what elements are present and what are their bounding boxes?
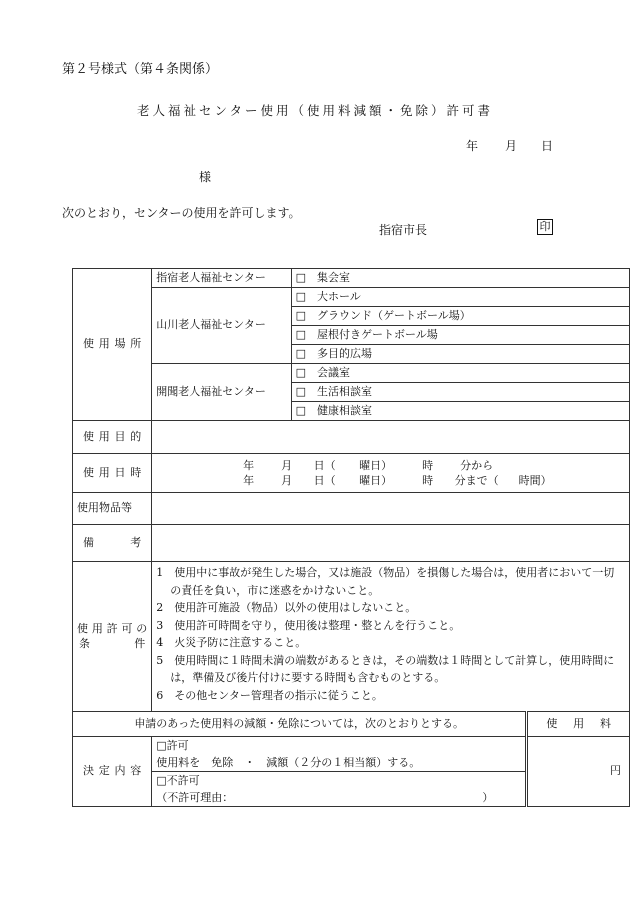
dt-year: 年 xyxy=(243,474,255,487)
room-option[interactable] xyxy=(291,383,629,402)
items-row xyxy=(73,493,630,525)
room-option[interactable] xyxy=(291,269,629,288)
issuer-name: 指宿市長 xyxy=(379,223,428,237)
facility-name: 開聞老人福祉センター xyxy=(152,364,291,421)
remarks-field[interactable] xyxy=(152,525,630,562)
conditions-list xyxy=(152,562,630,712)
room-option[interactable] xyxy=(291,326,629,345)
purpose-field[interactable] xyxy=(152,421,630,454)
room-option[interactable] xyxy=(291,364,629,383)
checkbox-icon[interactable]: □ xyxy=(295,308,307,322)
deny-reason[interactable] xyxy=(156,789,521,806)
room-label: 生活相談室 xyxy=(317,384,373,398)
deny-reason-prefix: （不許可理由： xyxy=(156,791,234,804)
room-label: 大ホール xyxy=(317,289,361,303)
dt-year: 年 xyxy=(243,459,255,472)
condition-item: 1 使用中に事故が発生した場合，又は施設（物品）を損傷した場合は，使用者において一切の責任を負い，市に迷惑をかけないこと。 xyxy=(156,566,615,597)
room-label: 集会室 xyxy=(317,270,351,284)
datetime-row xyxy=(73,454,630,493)
condition-item: 5 使用時間に１時間未満の端数があるときは，その端数は１時間として計算し，使用時間には，準備及び後片付けに要する時間も含むものとする。 xyxy=(156,653,615,684)
permit-detail: 使用料を 免除 ・ 減額（２分の１相当額）する。 xyxy=(156,756,421,769)
dt-month: 月 xyxy=(281,474,293,487)
checkbox-icon[interactable]: □ xyxy=(295,270,307,284)
room-option[interactable] xyxy=(291,402,629,421)
items-label: 使用物品等 xyxy=(73,493,152,525)
checkbox-icon[interactable]: □ xyxy=(295,365,307,379)
room-label: グラウンド（ゲートボール場） xyxy=(317,308,471,322)
datetime-end xyxy=(156,473,625,488)
remarks-label: 備考 xyxy=(73,525,152,562)
reduction-statement: 申請のあった使用料の減額・免除については，次のとおりとする。 xyxy=(73,712,527,737)
items-field[interactable] xyxy=(152,493,630,525)
place-label: 使用場所 xyxy=(73,269,152,421)
condition-item: 2 使用許可施設（物品）以外の使用はしないこと。 xyxy=(156,601,417,614)
dt-month: 月 xyxy=(281,459,293,472)
facility-name: 山川老人福祉センター xyxy=(152,288,291,364)
condition-item: 4 火災予防に注意すること。 xyxy=(156,636,307,649)
conditions-label-line1: 使用許可の xyxy=(77,621,148,635)
purpose-label: 使用目的 xyxy=(73,421,152,454)
room-option[interactable] xyxy=(291,307,629,326)
facility-name: 指宿老人福祉センター xyxy=(152,269,291,288)
permit-form-table xyxy=(72,268,630,807)
conditions-label xyxy=(73,562,152,712)
dt-day: 日（ xyxy=(313,459,336,472)
addressee-suffix: 様 xyxy=(199,170,212,184)
dt-minute: 分まで（ xyxy=(454,474,499,487)
checkbox-icon[interactable]: □ xyxy=(295,327,307,341)
dt-hours: 時間） xyxy=(518,474,552,487)
dt-weekday: 曜日） xyxy=(359,474,393,487)
intro-text: 次のとおり，センターの使用を許可します。 xyxy=(62,206,301,220)
conditions-label-line2: 条件 xyxy=(79,636,146,650)
fee-label: 使用料 xyxy=(527,712,630,737)
datetime-field[interactable] xyxy=(152,454,630,493)
room-label: 屋根付きゲートボール場 xyxy=(317,327,438,341)
dt-day: 日（ xyxy=(313,474,336,487)
purpose-row xyxy=(73,421,630,454)
checkbox-icon[interactable]: □ xyxy=(295,384,307,398)
form-number: 第２号様式（第４条関係） xyxy=(62,62,219,77)
room-label: 健康相談室 xyxy=(317,403,373,417)
checkbox-icon[interactable]: □ xyxy=(295,289,307,303)
decision-permit-row xyxy=(73,737,630,772)
dt-weekday: 曜日） xyxy=(359,459,393,472)
dt-hour: 時 xyxy=(422,474,434,487)
dt-minute: 分から xyxy=(460,459,494,472)
condition-item: 6 その他センター管理者の指示に従うこと。 xyxy=(156,688,383,702)
deny-checkbox[interactable]: □不許可 xyxy=(156,774,200,787)
facility-row xyxy=(73,288,630,307)
remarks-row xyxy=(73,525,630,562)
permit-checkbox[interactable]: □許可 xyxy=(156,739,189,752)
room-option[interactable] xyxy=(291,288,629,307)
checkbox-icon[interactable]: □ xyxy=(295,403,307,417)
fee-amount[interactable] xyxy=(527,737,630,807)
yen-label: 円 xyxy=(610,764,621,778)
room-label: 多目的広場 xyxy=(317,346,373,360)
date-month-label: 月 xyxy=(505,139,518,153)
checkbox-icon[interactable]: □ xyxy=(295,346,307,360)
decision-label: 決定内容 xyxy=(73,737,152,807)
room-label: 会議室 xyxy=(317,365,351,379)
decision-permit[interactable] xyxy=(152,737,527,772)
date-day-label: 日 xyxy=(541,139,554,153)
conditions-row xyxy=(73,562,630,712)
facility-row xyxy=(73,269,630,288)
datetime-start xyxy=(156,458,625,473)
reduction-row xyxy=(73,712,630,737)
date-year-label: 年 xyxy=(466,139,479,153)
seal-mark: 印 xyxy=(537,219,553,235)
room-option[interactable] xyxy=(291,345,629,364)
decision-deny[interactable] xyxy=(152,772,527,807)
condition-item: 3 使用許可時間を守り，使用後は整理・整とんを行うこと。 xyxy=(156,618,461,632)
dt-hour: 時 xyxy=(422,459,434,472)
document-title: 老人福祉センター使用（使用料減額・免除）許可書 xyxy=(136,103,493,118)
datetime-label: 使用日時 xyxy=(73,454,152,493)
facility-row xyxy=(73,364,630,383)
deny-reason-suffix: ） xyxy=(482,791,494,804)
